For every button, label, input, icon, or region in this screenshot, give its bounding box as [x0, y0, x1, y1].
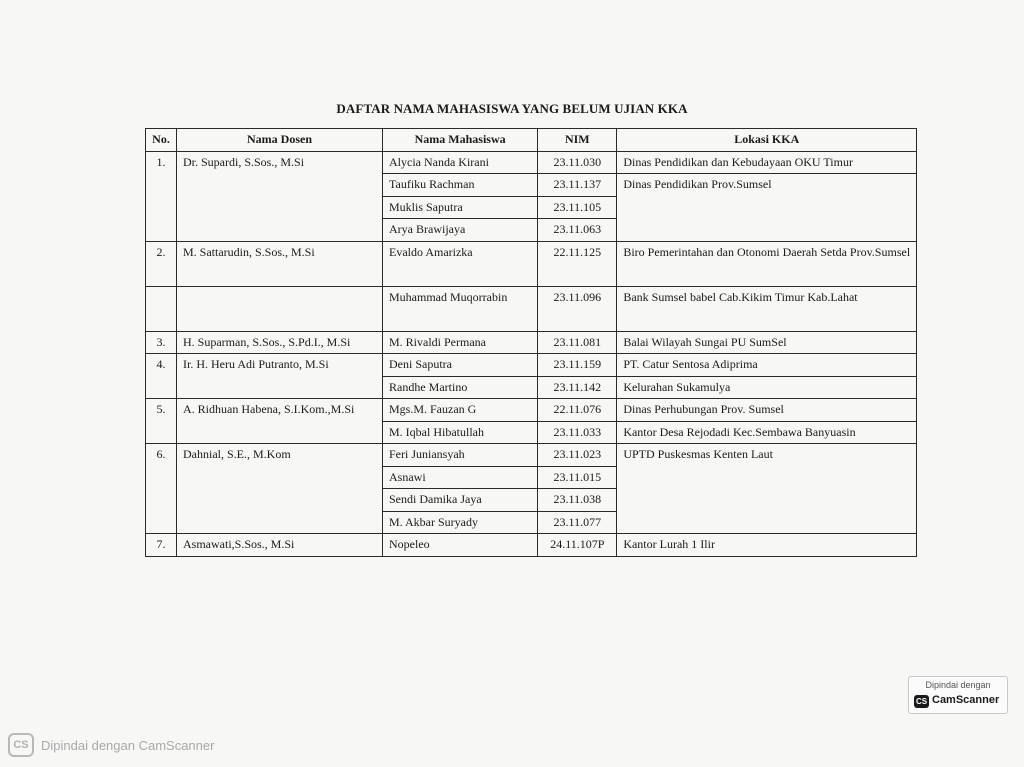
cell-no: 5.	[146, 399, 177, 444]
cell-lokasi: Bank Sumsel babel Cab.Kikim Timur Kab.Lahat	[617, 286, 917, 331]
cell-dosen-empty	[177, 286, 383, 331]
table-row	[146, 331, 917, 354]
cell-mahasiswa: Nopeleo	[383, 534, 538, 557]
camscanner-badge	[908, 676, 1008, 714]
cell-lokasi: UPTD Puskesmas Kenten Laut	[617, 444, 917, 534]
camscanner-watermark-text: Dipindai dengan CamScanner	[41, 738, 215, 753]
cell-mahasiswa: Muklis Saputra	[383, 196, 538, 219]
cell-nim: 23.11.023	[538, 444, 617, 467]
cell-mahasiswa: M. Rivaldi Permana	[383, 331, 538, 354]
cell-mahasiswa: Mgs.M. Fauzan G	[383, 399, 538, 422]
table-row	[146, 444, 917, 467]
cell-lokasi: PT. Catur Sentosa Adiprima	[617, 354, 917, 377]
cell-dosen: Dr. Supardi, S.Sos., M.Si	[177, 151, 383, 241]
cell-lokasi: Balai Wilayah Sungai PU SumSel	[617, 331, 917, 354]
cell-nim: 22.11.125	[538, 241, 617, 286]
cell-lokasi: Dinas Pendidikan dan Kebudayaan OKU Timur	[617, 151, 917, 174]
cell-no: 1.	[146, 151, 177, 241]
camscanner-watermark-icon: CS	[8, 733, 34, 757]
cell-nim: 23.11.105	[538, 196, 617, 219]
cell-lokasi: Dinas Perhubungan Prov. Sumsel	[617, 399, 917, 422]
cell-mahasiswa: Deni Saputra	[383, 354, 538, 377]
cell-dosen: H. Suparman, S.Sos., S.Pd.I., M.Si	[177, 331, 383, 354]
cell-lokasi: Dinas Pendidikan Prov.Sumsel	[617, 174, 917, 242]
cell-dosen: Asmawati,S.Sos., M.Si	[177, 534, 383, 557]
cell-no-empty	[146, 286, 177, 331]
cell-nim: 23.11.081	[538, 331, 617, 354]
cell-nim: 23.11.033	[538, 421, 617, 444]
table-row	[146, 354, 917, 377]
cell-dosen: Dahnial, S.E., M.Kom	[177, 444, 383, 534]
cell-mahasiswa: M. Akbar Suryady	[383, 511, 538, 534]
header-nama-dosen: Nama Dosen	[177, 129, 383, 152]
cell-nim: 23.11.096	[538, 286, 617, 331]
cell-no: 3.	[146, 331, 177, 354]
header-nama-mahasiswa: Nama Mahasiswa	[383, 129, 538, 152]
cell-nim: 23.11.030	[538, 151, 617, 174]
table-header-row	[146, 129, 917, 152]
cell-mahasiswa: Arya Brawijaya	[383, 219, 538, 242]
camscanner-badge-name: CamScanner	[932, 694, 1000, 706]
cell-nim: 23.11.137	[538, 174, 617, 197]
cell-mahasiswa: Alycia Nanda Kirani	[383, 151, 538, 174]
cell-no: 6.	[146, 444, 177, 534]
cell-nim: 23.11.015	[538, 466, 617, 489]
cell-mahasiswa: Randhe Martino	[383, 376, 538, 399]
cell-mahasiswa: Asnawi	[383, 466, 538, 489]
cell-mahasiswa: Evaldo Amarizka	[383, 241, 538, 286]
cell-mahasiswa: Muhammad Muqorrabin	[383, 286, 538, 331]
cell-mahasiswa: Feri Juniansyah	[383, 444, 538, 467]
cell-no: 4.	[146, 354, 177, 399]
header-nim: NIM	[538, 129, 617, 152]
cell-nim: 22.11.076	[538, 399, 617, 422]
table-row	[146, 534, 917, 557]
page-title: DAFTAR NAMA MAHASISWA YANG BELUM UJIAN KKA	[336, 101, 688, 116]
cell-nim: 23.11.077	[538, 511, 617, 534]
cell-mahasiswa: Taufiku Rachman	[383, 174, 538, 197]
student-table	[145, 128, 917, 557]
table-row	[146, 151, 917, 174]
cell-lokasi: Biro Pemerintahan dan Otonomi Daerah Setda Prov.Sumsel	[617, 241, 917, 286]
table-row	[146, 286, 917, 331]
cell-nim: 24.11.107P	[538, 534, 617, 557]
cell-nim: 23.11.063	[538, 219, 617, 242]
header-no: No.	[146, 129, 177, 152]
cell-dosen: M. Sattarudin, S.Sos., M.Si	[177, 241, 383, 286]
cell-dosen: Ir. H. Heru Adi Putranto, M.Si	[177, 354, 383, 399]
camscanner-badge-caption: Dipindai dengan	[925, 680, 991, 690]
cell-mahasiswa: M. Iqbal Hibatullah	[383, 421, 538, 444]
camscanner-logo-icon: CS	[915, 697, 928, 706]
cell-nim: 23.11.038	[538, 489, 617, 512]
cell-lokasi: Kantor Desa Rejodadi Kec.Sembawa Banyuasin	[617, 421, 917, 444]
cell-no: 7.	[146, 534, 177, 557]
header-lokasi-kka: Lokasi KKA	[617, 129, 917, 152]
cell-no: 2.	[146, 241, 177, 286]
cell-nim: 23.11.159	[538, 354, 617, 377]
cell-lokasi: Kantor Lurah 1 Ilir	[617, 534, 917, 557]
cell-nim: 23.11.142	[538, 376, 617, 399]
table-row	[146, 241, 917, 286]
cell-lokasi: Kelurahan Sukamulya	[617, 376, 917, 399]
cell-dosen: A. Ridhuan Habena, S.I.Kom.,M.Si	[177, 399, 383, 444]
table-row	[146, 399, 917, 422]
cell-mahasiswa: Sendi Damika Jaya	[383, 489, 538, 512]
